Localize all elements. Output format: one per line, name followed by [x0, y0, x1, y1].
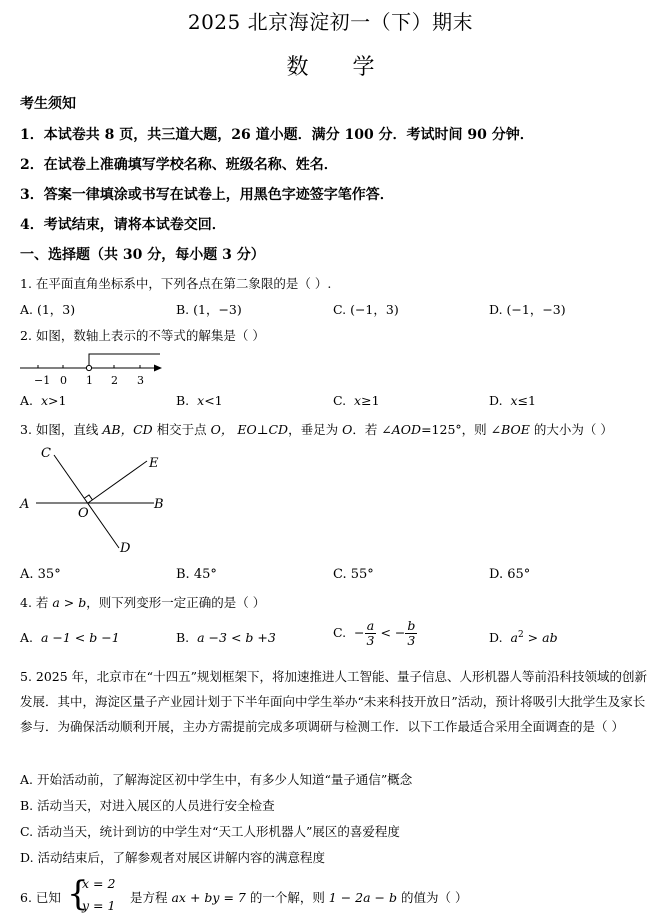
q2-stem: 2. 如图，数轴上表示的不等式的解集是（ ） [20, 328, 265, 343]
q1-option-a: A. (1，3) [20, 302, 76, 317]
q3-option-b: B. 45° [176, 567, 217, 582]
exam-title: 2025 北京海淀初一（下）期末 [187, 10, 474, 34]
q1-option-d: D. (−1，−3) [489, 302, 566, 317]
q5-option-c: C. 活动当天，统计到访的中学生对“天工人形机器人”展区的喜爱程度 [20, 824, 400, 839]
q4-stem: 4. 若 a > b，则下列变形一定正确的是（ ） [20, 595, 266, 610]
q4-option-d: D. $a^2$ > ab [489, 630, 558, 646]
brace-icon: { [67, 874, 89, 914]
right-angle-mark [85, 495, 93, 500]
ray-oe [88, 461, 147, 503]
tick-label-3: 3 [137, 374, 144, 387]
notice-item-2: 2．在试卷上准确填写学校名称、班级名称、姓名． [20, 157, 338, 173]
q1-stem: 1. 在平面直角坐标系中，下列各点在第二象限的是（ ）. [20, 276, 332, 291]
tick-label-1: 1 [86, 374, 93, 387]
subject-char-1: 数 [286, 55, 309, 80]
q1-option-c: C. (−1，3) [333, 302, 399, 317]
q2-option-d: D. x≤1 [489, 393, 537, 408]
label-d: D [120, 541, 131, 556]
q1-option-b: B. (1，−3) [176, 302, 242, 317]
label-c: C [41, 446, 51, 461]
label-a: A [20, 497, 30, 512]
subject-char-2: 学 [352, 55, 375, 80]
label-e: E [149, 456, 159, 471]
section-title: 一、选择题（共 30 分，每小题 3 分） [20, 247, 265, 263]
notice-item-3: 3．答案一律填涂或书写在试卷上，用黑色字迹签字笔作答． [20, 187, 394, 203]
q2-option-b: B. x<1 [176, 393, 223, 408]
number-line-figure [14, 346, 169, 390]
q4-option-c: C. − $\frac{a}{3}$ < − $\frac{b}{3}$ [333, 618, 416, 648]
q4-option-b: B. a −3 < b +3 [176, 630, 276, 645]
solution-ray [89, 354, 160, 365]
q3-option-c: C. 55° [333, 567, 374, 582]
q3-stem: 3. 如图，直线 AB，CD 相交于点 O， EO⊥CD，垂足为 O．若 ∠AOD=125°，则 ∠BOE 的大小为（ ） [20, 422, 613, 437]
tick-label-2: 2 [111, 374, 118, 387]
notice-heading: 考生须知 [20, 96, 76, 112]
q4-option-a: A. a −1 < b −1 [20, 630, 120, 645]
q3-option-d: D. 65° [489, 567, 531, 582]
notice-item-4: 4．考试结束，请将本试卷交回． [20, 217, 226, 233]
open-circle-icon [86, 365, 91, 370]
subject-title [0, 50, 661, 81]
q5-option-a: A. 开始活动前，了解海淀区初中学生中，有多少人知道“量子通信”概念 [20, 772, 413, 787]
tick-label-0: 0 [60, 374, 67, 387]
q5-option-b: B. 活动当天，对进入展区的人员进行安全检查 [20, 798, 275, 813]
notice-item-1: 1．本试卷共 8 页，共三道大题，26 道小题．满分 100 分．考试时间 90 分钟． [20, 127, 534, 143]
q3-option-a: A. 35° [20, 567, 61, 582]
axis-arrow-icon [154, 365, 162, 372]
q2-option-c: C. x≥1 [333, 393, 380, 408]
label-o: O [78, 506, 89, 521]
label-b: B [154, 497, 164, 512]
q5-option-d: D. 活动结束后，了解参观者对展区讲解内容的满意程度 [20, 850, 326, 865]
q5-paragraph: 5. 2025 年，北京市在“十四五”规划框架下，将加速推进人工智能、量子信息、人形机器人等前沿科技领域的创新发展．其中，海淀区量子产业园计划于下半年面向中学生举办“未来科技开放日”活动，预计将吸引大批学生及家长参与．为确保活动顺利开展，主办方需提前完成多项调研与检测工作．以下工作最适合采用全面调查的是（ ） [20, 669, 647, 734]
line-cd [54, 455, 119, 548]
q2-option-a: A. x>1 [20, 393, 67, 408]
geometry-figure [14, 443, 174, 563]
tick-label-neg1: −1 [34, 374, 51, 387]
